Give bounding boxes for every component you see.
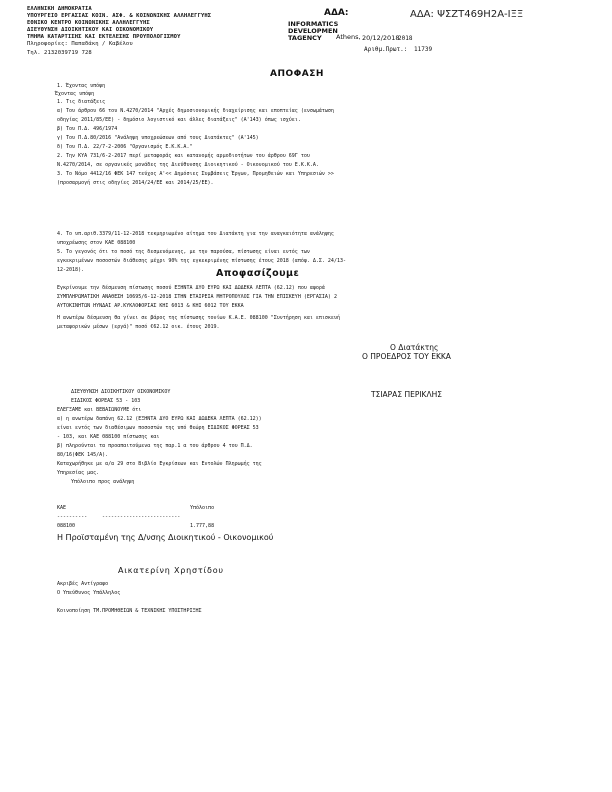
- finance-block: [57, 388, 262, 487]
- paragraph-line: β) πληρούνται τα προαπαιτούμενα της παρ.1 α του άρθρου 4 του Π.Δ.: [57, 443, 253, 449]
- paragraph-line: Καταχωρήθηκε με α/α 29 στο Βιβλίο Εγκρίσεων και Εντολών Πληρωμής της: [57, 461, 262, 467]
- paragraph-line: οδηγίας 2011/85/ΕΕ) - δημόσιο λογιστικό και άλλες διατάξεις" (Α'143) όπως ισχύει.: [57, 117, 301, 123]
- paragraph-line: υποχρέωσης στον ΚΑΕ 088100: [57, 240, 136, 246]
- head-of-finance: Η Προϊσταμένη της Δ/νσης Διοικητικού - Οικονομικού: [57, 533, 274, 542]
- ada-code: ΑΔΑ: ΨΣΖΤ469Η2Α-ΙΞΞ: [410, 9, 524, 20]
- stamp-line: INFORMATICS: [288, 20, 339, 28]
- paragraph-line: 1. Τις διατάξεις: [57, 99, 106, 105]
- responsible-employee: Ο Υπεύθυνος Υπάλληλος: [57, 590, 121, 596]
- paragraph-line: α) Του άρθρου 66 του Ν.4270/2014 "Αρχές δημοσιονομικής διαχείρισης και εποπτείας (ενσωμάτωση: [57, 108, 334, 114]
- finance-officer-name: Αικατερίνη Χρηστίδου: [118, 566, 224, 575]
- signatory-role: Ο Διατάκτης: [390, 343, 439, 352]
- notification-line: Κοινοποίηση ΤΜ.ΠΡΟΜΗΘΕΙΩΝ & ΤΕΧΝΙΚΗΣ ΥΠΟΣΤΗΡΙΞΗΣ: [57, 608, 202, 614]
- stamp-overlay: [288, 21, 338, 42]
- paragraph-line: (προσαρμογή στις οδηγίες 2014/24/ΕΕ και 2014/25/ΕΕ).: [57, 180, 214, 186]
- paragraph-line: Η ανωτέρω δέσμευση θα γίνει σε βάρος της πίστωσης τονίων Κ.Α.Ε. 088100 "Συντήρηση και επισκευή: [57, 315, 340, 321]
- paragraph-line: Υπόλοιπο προς ανάληψη: [71, 479, 135, 485]
- paragraph-line: ΣΥΜΠΛΗΡΩΜΑΤΙΚΗ ΑΝΑΘΕΣΗ 10695/6-12-2018 ΣΤΗΝ ΕΤΑΙΡΕΙΑ ΜΗΤΡΟΠΟΥΛΟΣ ΓΙΑ ΤΗΝ ΕΠΙΣΚΕΥΗ (ΕΡΓΑΣΙΑ) 2: [57, 294, 337, 300]
- date-year: 2018: [398, 35, 413, 42]
- table-header-kae: ΚΑΕ: [57, 505, 67, 511]
- org-line: ΥΠΟΥΡΓΕΙΟ ΕΡΓΑΣΙΑΣ ΚΟΙΝ. ΑΣΦ. & ΚΟΙΝΩΝΙΚΗΣ ΑΛΛΗΛΕΓΓΥΗΣ: [27, 13, 212, 19]
- table-separator: ----------: [57, 514, 88, 520]
- paragraph-line: 4. Το υπ.αριθ.3379/11-12-2018 τεκμηριωμένο αίτημα του Διατάκτη για την αναγκαιότητα ανάληψης: [57, 231, 334, 237]
- decision-block: [57, 284, 340, 332]
- considering-block: [57, 82, 334, 188]
- org-line: ΕΛΛΗΝΙΚΗ ΔΗΜΟΚΡΑΤΙΑ: [27, 6, 92, 12]
- stamp-date: 20/12/2018: [362, 34, 400, 42]
- paragraph-line: α) η ανωτέρω δαπάνη 62.12 (ΕΞΗΝΤΑ ΔΥΟ ΕΥΡΩ ΚΑΙ ΔΩΔΕΚΑ ΛΕΠΤΑ (62.12)): [57, 416, 262, 422]
- org-line: ΤΜΗΜΑ ΚΑΤΑΡΤΙΣΗΣ ΚΑΙ ΕΚΤΕΛΕΣΗΣ ΠΡΟΥΠΟΛΟΓΙΣΜΟΥ: [27, 34, 181, 40]
- paragraph-line: 5. Το γεγονός ότι το ποσό της δεσμευόμενης, με την παρούσα, πίστωσης είναι εντός των: [57, 249, 310, 255]
- stamp-line: DEVELOPMEN: [288, 27, 338, 35]
- table-header-balance: Υπόλοιπο: [190, 505, 215, 511]
- phone-info: Τηλ. 2132039719 728: [27, 50, 92, 56]
- paragraph-line: ΕΙΔΙΚΟΣ ΦΟΡΕΑΣ 53 - 103: [71, 398, 141, 404]
- paragraph-line: 80/16(ΦΕΚ 145/Α).: [57, 452, 109, 458]
- contact-info: Πληροφορίες: Παπαδάκη / Καβέλου: [27, 41, 133, 47]
- paragraph-line: ΔΙΕΥΘΥΝΣΗ ΔΙΟΙΚΗΤΙΚΟΥ ΟΙΚΟΝΟΜΙΚΟΥ: [71, 389, 171, 395]
- table-separator: --------------------------: [102, 514, 181, 520]
- table-cell-kae: 088100: [57, 523, 76, 529]
- paragraph-line: β) Του Π.Δ. 496/1974: [57, 126, 118, 132]
- paragraph-line: ΕΛΕΓΞΑΜΕ και ΒΕΒΑΙΩΝΟΥΜΕ ότι: [57, 407, 142, 413]
- paragraph-line: δ) Του Π.Δ. 22/7-2-2006 "Οργανισμός Ε.Κ.Κ.Α.": [57, 144, 193, 150]
- ada-label: ΑΔΑ:: [324, 8, 349, 18]
- table-cell-amount: 1.777,88: [190, 523, 215, 529]
- paragraph-line: Ν.4270/2014, σε οργανικές μονάδες της Διεύθυνσης Διοικητικού - Οικονομικού του Ε.Κ.Κ.Α.: [57, 162, 319, 168]
- paragraph-line: Εγκρίνουμε την δέσμευση πίστωσης ποσού ΕΞΗΝΤΑ ΔΥΟ ΕΥΡΩ ΚΑΙ ΔΩΔΕΚΑ ΛΕΠΤΑ (62.12) που αφορά: [57, 285, 325, 291]
- considering-block-2: [57, 230, 346, 275]
- paragraph-line: είναι εντός των διαθέσιμων ποσοστών της υπό θεώρη ΕΙΔΙΚΟΣ ΦΟΡΕΑΣ 53: [57, 425, 259, 431]
- protocol-label: Αριθμ.Πρωτ.:: [364, 46, 408, 53]
- org-line: ΔΙΕΥΘΥΝΣΗ ΔΙΟΙΚΗΤΙΚΟΥ ΚΑΙ ΟΙΚΟΝΟΜΙΚΟΥ: [27, 27, 154, 33]
- stamp-city: Athens,: [336, 33, 361, 41]
- paragraph-line: Υπηρεσίας μας.: [57, 470, 100, 476]
- org-header: [27, 6, 211, 57]
- org-line: ΕΘΝΙΚΟ ΚΕΝΤΡΟ ΚΟΙΝΩΝΙΚΗΣ ΑΛΛΗΛΕΓΓΥΗΣ: [27, 20, 150, 26]
- document-title: ΑΠΟΦΑΣΗ: [270, 69, 324, 79]
- paragraph-line: μεταφορικών μέσων (εργά)" ποσό €62.12 οικ. έτους 2019.: [57, 324, 220, 330]
- paragraph-line: ΑΥΤΟΚΙΝΗΤΩΝ ΗΥΝΔΑΙ ΑΡ.ΚΥΚΛΟΦΟΡΙΑΣ ΚΗΙ 6013 & ΚΗΙ 6012 ΤΟΥ ΕΚΚΑ: [57, 303, 244, 309]
- protocol-number: 11739: [414, 46, 433, 53]
- paragraph-line: 2. Την ΚΥΑ 731/6-2-2017 περί μεταφοράς και κατανομής αρμοδιοτήτων του άρθρου 69Γ του: [57, 153, 310, 159]
- accurate-copy: Ακριβές Αντίγραφο: [57, 581, 109, 587]
- paragraph-line: 3. Το Νόμο 4412/16 ΦΕΚ 147 τεύχος Α'<< Δημόσιες Συμβάσεις Έργων, Προμηθειών και Υπηρεσιών >>: [57, 171, 334, 177]
- signatory-title: Ο ΠΡΟΕΔΡΟΣ ΤΟΥ ΕΚΚΑ: [362, 352, 451, 361]
- paragraph-line: - 103, και ΚΑΕ 088100 πίστωσης και: [57, 434, 160, 440]
- paragraph-line: εγκεκριμένων ποσοστών διάθεσης μέχρι 90% της εγκεκριμένης πίστωσης έτους 2018 (απόφ. Δ.Σ. 24/13-: [57, 258, 346, 264]
- paragraph-line: 12-2018).: [57, 267, 85, 273]
- signatory-name: ΤΣΙΑΡΑΣ ΠΕΡΙΚΛΗΣ: [371, 390, 442, 399]
- paragraph-line: 1. Έχοντας υπόψη: [57, 83, 106, 89]
- paragraph-line: Έχοντας υπόψη: [55, 91, 95, 97]
- decide-title: Αποφασίζουμε: [216, 268, 300, 279]
- paragraph-line: γ) Του Π.Δ.80/2016 "Ανάληψη υποχρεώσεων από τους Διατάκτες" (Α'145): [57, 135, 259, 141]
- stamp-line: TAGENCY: [288, 34, 322, 42]
